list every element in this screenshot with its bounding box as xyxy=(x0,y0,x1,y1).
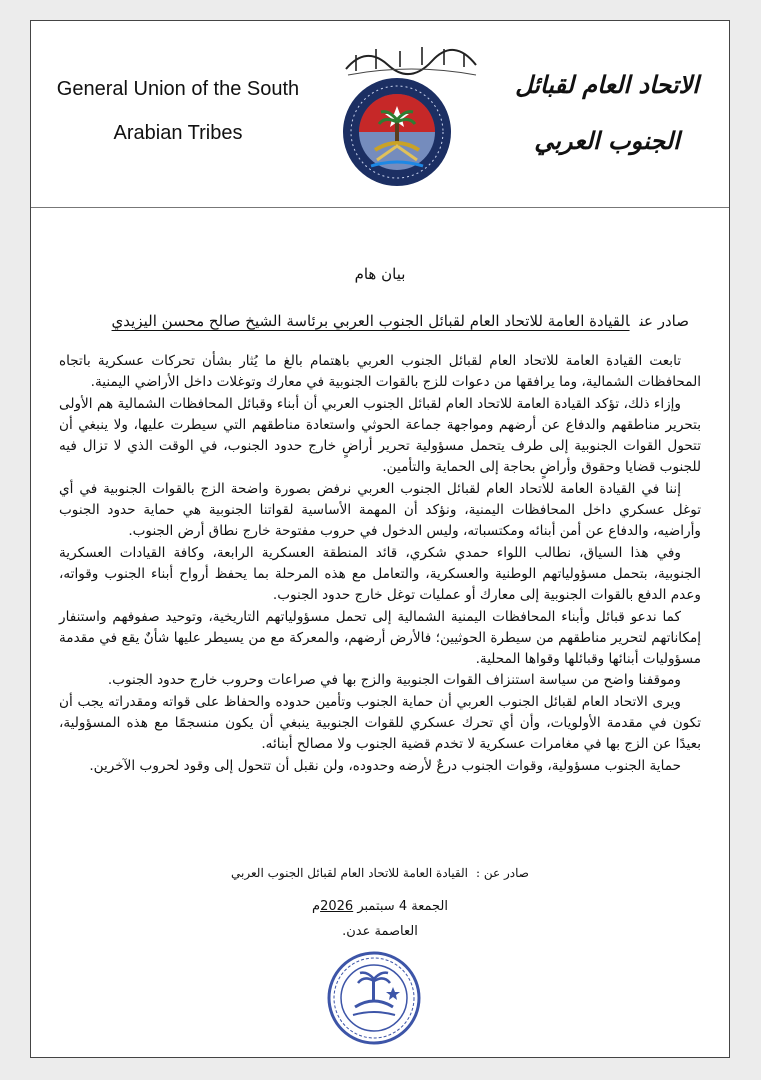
statement-issuer xyxy=(71,309,689,333)
statement-document xyxy=(30,20,730,1058)
arabic-org-name-line2: الجنوب العربي xyxy=(534,126,680,155)
english-org-name-line1: General Union of the South xyxy=(56,78,300,100)
arabic-org-name-line1: الاتحاد العام لقبائل xyxy=(515,70,699,99)
footer-issuer xyxy=(31,859,729,887)
body-paragraph: وموقفنا واضح من سياسة استنزاف القوات الجنوبية والزج بها في صراعات وحروب خارج حدود الجنوب. xyxy=(107,672,681,689)
footer-issuer-value: القيادة العامة للاتحاد العام لقبائل الجنوب العربي xyxy=(231,866,468,880)
statement-city: العاصمة عدن. xyxy=(342,924,418,939)
body-paragraph: تابعت القيادة العامة للاتحاد العام لقبائل الجنوب العربي باهتمام بالغ ما يُثار بشأن تحركات عسكرية باتجاه المحافظات الشمالية، وما يرافقها من دعوات للزج بالقوات الجنوبية في معارك وتوغلات داخل الأراضي اليمنية. xyxy=(59,353,701,391)
basmala-calligraphy xyxy=(336,35,486,81)
english-org-name-line2: Arabian Tribes xyxy=(113,122,243,144)
date-year: 2026 xyxy=(320,899,354,914)
english-org-name xyxy=(53,67,303,155)
body-paragraph: كما ندعو قبائل وأبناء المحافظات اليمنية الشمالية إلى تحمل مسؤولياتهم التاريخية، وتوحيد صفوفهم واستنفار إمكاناتهم لتحرير مناطقهم من سيطرة الحوثيين؛ فالأرض أرضهم، والمعركة مع من يسيطر عليها شأنٌ يقع في مقدمة مسؤوليات أبنائها وقبائلها وقواها المحلية. xyxy=(59,608,701,668)
issuer-label: صادر عن xyxy=(639,312,689,330)
body-paragraph: حماية الجنوب مسؤولية، وقوات الجنوب درعٌ لأرضه وحدوده، ولن نقبل أن تتحول إلى وقود لحروب الآخرين. xyxy=(89,757,681,774)
body-paragraph: إننا في القيادة العامة للاتحاد العام لقبائل الجنوب العربي نرفض بصورة واضحة الزج بالقوات الجنوبية في أي توغل عسكري داخل المحافظات اليمنية، ونؤكد أن المهمة الأساسية لقواتنا الجنوبية هي حماية حدود الجنوب وأراضيه، والدفاع عن أمن أبنائه ومكتسباته، وليس الدخول في حروب مفتوحة خارج نطاق أرض الجنوب. xyxy=(59,480,701,540)
statement-date xyxy=(31,893,729,921)
statement-title: بيان هام xyxy=(354,265,406,283)
arabic-org-name xyxy=(507,57,707,169)
header-divider xyxy=(31,207,729,208)
issuer-value: القيادة العامة للاتحاد العام لقبائل الجنوب العربي برئاسة الشيخ صالح محسن اليزيدي xyxy=(111,312,630,330)
body-paragraph: وإزاء ذلك، تؤكد القيادة العامة للاتحاد العام لقبائل الجنوب العربي أن أبناء وقبائل المحافظات الشمالية هم الأولى بتحرير مناطقهم والدفاع عن أرضهم ومواجهة جماعة الحوثي واستعادة مناطقهم التي سيطرت عليها، ولا ينبغي أن تتحول القوات الجنوبية إلى طرف يتحمل مسؤولية تحرير أراضٍ خارج حدود الجنوب، في الوقت الذي لا تزال فيه للجنوب قضايا وحقوق وأراضٍ بحاجة إلى الحماية والتأمين. xyxy=(59,395,701,476)
body-paragraph: ويرى الاتحاد العام لقبائل الجنوب العربي أن حماية الجنوب وتأمين حدوده والحفاظ على قواته ومقدراته يجب أن تكون في مقدمة الأولويات، وأن أي تحرك عسكري للقوات الجنوبية ينبغي أن يكون منسجمًا مع هذه المسؤولية، بعيدًا عن الزج بها في مغامرات عسكرية لا تخدم قضية الجنوب ولا مصالح أبنائه. xyxy=(59,693,701,753)
statement-footer xyxy=(31,859,729,943)
date-prefix: الجمعة 4 سبتمبر xyxy=(357,899,448,914)
union-emblem-logo xyxy=(341,76,453,188)
date-year-suffix: م xyxy=(312,899,321,914)
statement-body xyxy=(59,351,701,777)
footer-issuer-label: صادر عن : xyxy=(476,866,529,880)
body-paragraph: وفي هذا السياق، نطالب اللواء حمدي شكري، قائد المنطقة العسكرية الرابعة، وكافة القيادات العسكرية الجنوبية، بتحمل مسؤولياتهم الوطنية والعسكرية، والتعامل مع هذه المرحلة بما يحفظ أرواح أبناء الجنوب وقواته، وعدم الدفع بالقوات الجنوبية إلى معارك أو عمليات توغل خارج حدود الجنوب. xyxy=(59,544,701,604)
official-stamp-logo xyxy=(327,951,421,1045)
